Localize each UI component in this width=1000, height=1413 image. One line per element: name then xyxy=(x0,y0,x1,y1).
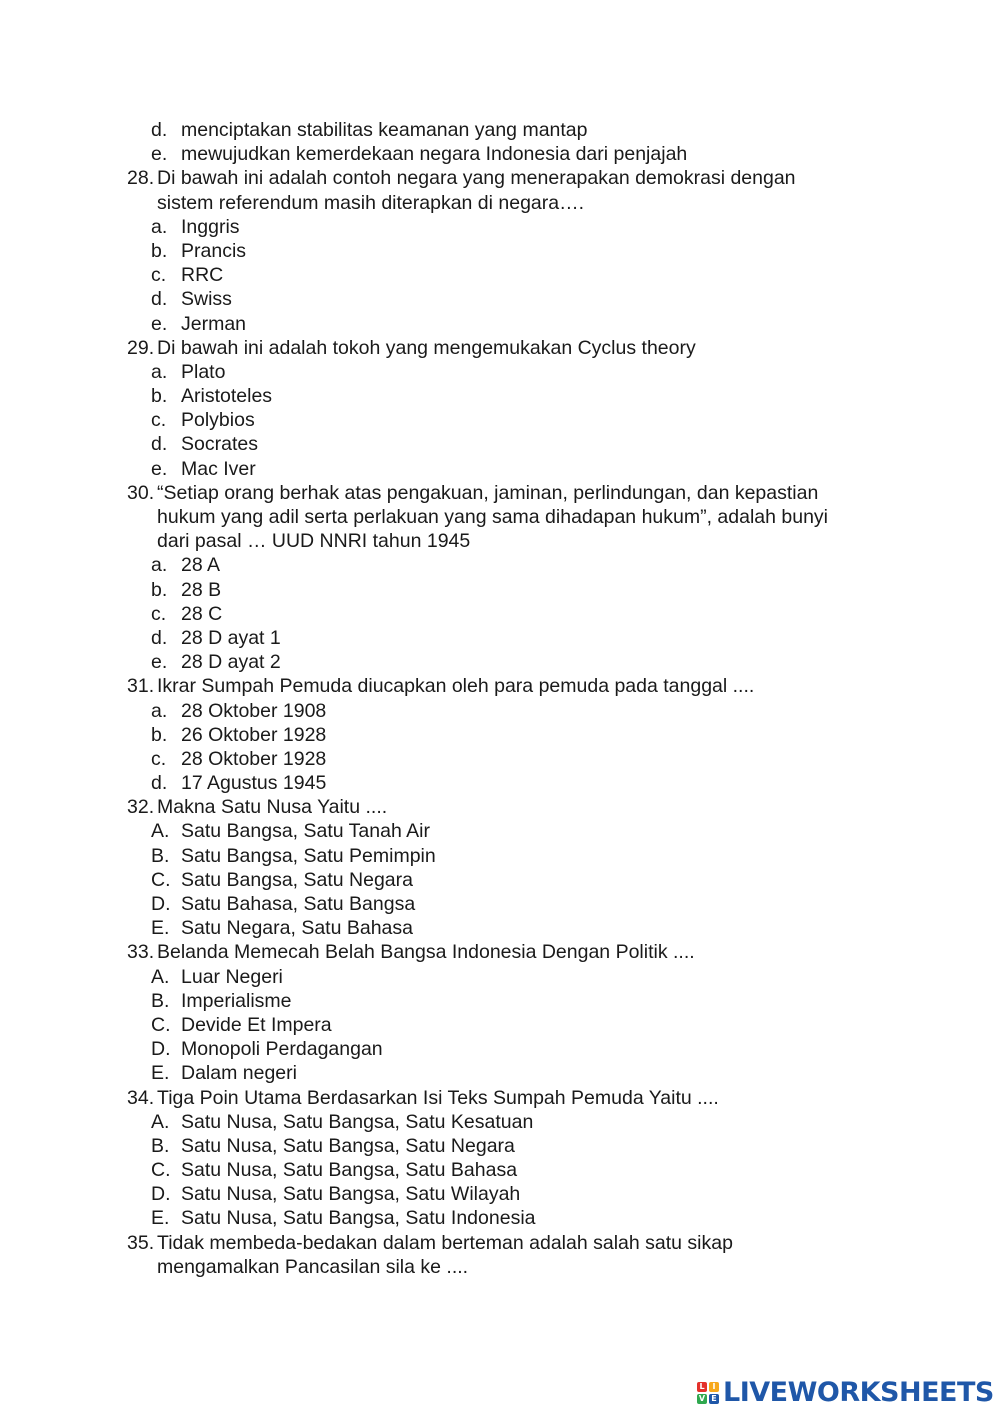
option-letter: b. xyxy=(151,385,168,408)
answer-option xyxy=(0,916,1000,940)
question-text: sistem referendum masih diterapkan di negara…. xyxy=(157,191,585,214)
question-text: Tidak membeda-bedakan dalam berteman adalah salah satu sikap xyxy=(157,1231,733,1254)
option-text: Satu Nusa, Satu Bangsa, Satu Indonesia xyxy=(181,1207,536,1230)
option-text: Luar Negeri xyxy=(181,965,283,988)
answer-option xyxy=(0,1061,1000,1085)
answer-option xyxy=(0,626,1000,650)
question-line xyxy=(0,795,1000,819)
answer-option xyxy=(0,457,1000,481)
option-letter: A. xyxy=(151,1110,170,1133)
option-letter: C. xyxy=(151,1013,171,1036)
option-letter: b. xyxy=(151,578,168,601)
option-text: Satu Bahasa, Satu Bangsa xyxy=(181,893,416,915)
answer-option xyxy=(0,408,1000,432)
option-text: Satu Nusa, Satu Bangsa, Satu Wilayah xyxy=(181,1183,521,1206)
option-text: Satu Nusa, Satu Bangsa, Satu Negara xyxy=(181,1134,515,1157)
option-text: Dalam negeri xyxy=(181,1062,297,1085)
answer-option xyxy=(0,1206,1000,1230)
option-letter: d. xyxy=(151,288,168,311)
question-number: 35. xyxy=(127,1231,155,1254)
option-letter: a. xyxy=(151,699,168,722)
question-line xyxy=(0,1231,1000,1255)
option-letter: d. xyxy=(151,119,168,141)
option-text: Plato xyxy=(181,360,226,383)
option-letter: c. xyxy=(151,602,167,625)
question-number: 31. xyxy=(127,675,155,698)
answer-option xyxy=(0,747,1000,771)
question-continuation xyxy=(0,529,1000,553)
question-number: 28. xyxy=(127,167,155,190)
worksheet-page xyxy=(0,118,1000,1279)
answer-option xyxy=(0,844,1000,868)
answer-option xyxy=(0,1134,1000,1158)
answer-option xyxy=(0,699,1000,723)
option-letter: C. xyxy=(151,1159,171,1182)
answer-option xyxy=(0,1037,1000,1061)
question-text: Di bawah ini adalah contoh negara yang menerapakan demokrasi dengan xyxy=(157,167,796,190)
answer-option xyxy=(0,819,1000,843)
logo-badge-tile: V xyxy=(698,1394,706,1403)
option-letter: a. xyxy=(151,215,168,238)
option-letter: D. xyxy=(151,1183,171,1206)
option-text: 28 B xyxy=(181,578,222,601)
question-line xyxy=(0,674,1000,698)
option-letter: c. xyxy=(151,409,167,432)
option-letter: e. xyxy=(151,143,168,166)
answer-option xyxy=(0,650,1000,674)
question-number: 29. xyxy=(127,336,155,359)
question-number: 30. xyxy=(127,481,155,504)
option-text: mewujudkan kemerdekaan negara Indonesia dari penjajah xyxy=(181,143,688,166)
question-line xyxy=(0,940,1000,964)
answer-option xyxy=(0,578,1000,602)
option-text: Satu Bangsa, Satu Pemimpin xyxy=(181,844,436,867)
option-text: 28 D ayat 2 xyxy=(181,651,281,674)
question-text: Di bawah ini adalah tokoh yang mengemukakan Cyclus theory xyxy=(157,336,696,359)
answer-option xyxy=(0,723,1000,747)
answer-option xyxy=(0,360,1000,384)
option-text: Monopoli Perdagangan xyxy=(181,1038,383,1061)
question-continuation xyxy=(0,1255,1000,1279)
question-continuation xyxy=(0,505,1000,529)
question-number: 34. xyxy=(127,1086,155,1109)
option-letter: d. xyxy=(151,626,168,649)
answer-option xyxy=(0,1158,1000,1182)
option-letter: b. xyxy=(151,239,168,262)
answer-option xyxy=(0,312,1000,336)
logo-badge-tile: I xyxy=(709,1382,719,1392)
option-text: Swiss xyxy=(181,288,232,311)
option-text: Prancis xyxy=(181,239,247,262)
option-text: Socrates xyxy=(181,433,258,456)
question-number: 32. xyxy=(127,796,155,819)
option-letter: D. xyxy=(151,893,171,915)
option-text: 17 Agustus 1945 xyxy=(181,772,327,795)
answer-option xyxy=(0,965,1000,989)
option-letter: E. xyxy=(151,917,170,940)
option-text: Jerman xyxy=(181,312,247,335)
answer-option xyxy=(0,239,1000,263)
question-line xyxy=(0,166,1000,190)
answer-option xyxy=(0,263,1000,287)
answer-option xyxy=(0,1110,1000,1134)
option-text: 28 Oktober 1928 xyxy=(181,747,327,770)
answer-option xyxy=(0,142,1000,166)
option-text: 28 A xyxy=(181,554,221,577)
answer-option xyxy=(0,432,1000,456)
logo-badge-tile: E xyxy=(709,1394,719,1404)
question-text: Ikrar Sumpah Pemuda diucapkan oleh para pemuda pada tanggal .... xyxy=(157,675,755,698)
question-line xyxy=(0,1086,1000,1110)
option-text: 26 Oktober 1928 xyxy=(181,723,327,746)
question-continuation xyxy=(0,191,1000,215)
answer-option xyxy=(0,892,1000,916)
answer-option xyxy=(0,553,1000,577)
option-text: RRC xyxy=(181,264,224,287)
option-letter: B. xyxy=(151,844,170,867)
question-number: 33. xyxy=(127,941,155,964)
option-text: Polybios xyxy=(181,409,255,432)
option-letter: B. xyxy=(151,1134,170,1157)
answer-option xyxy=(0,118,1000,142)
question-text: Belanda Memecah Belah Bangsa Indonesia Dengan Politik .... xyxy=(157,941,695,964)
answer-option xyxy=(0,989,1000,1013)
question-line xyxy=(0,336,1000,360)
option-letter: d. xyxy=(151,433,168,456)
option-letter: c. xyxy=(151,264,167,287)
option-text: Inggris xyxy=(181,215,240,238)
option-text: 28 Oktober 1908 xyxy=(181,699,327,722)
option-letter: E. xyxy=(151,1207,170,1230)
question-text: dari pasal … UUD NNRI tahun 1945 xyxy=(157,530,471,553)
option-text: Aristoteles xyxy=(181,385,273,408)
option-text: Mac Iver xyxy=(181,457,256,480)
option-text: 28 D ayat 1 xyxy=(181,626,281,649)
answer-option xyxy=(0,287,1000,311)
option-letter: D. xyxy=(151,1038,171,1061)
question-text: Makna Satu Nusa Yaitu .... xyxy=(157,796,388,819)
option-letter: b. xyxy=(151,723,168,746)
option-letter: a. xyxy=(151,554,168,577)
option-letter: B. xyxy=(151,989,170,1012)
question-text: Tiga Poin Utama Berdasarkan Isi Teks Sumpah Pemuda Yaitu .... xyxy=(157,1086,719,1109)
option-letter: e. xyxy=(151,651,168,674)
option-text: Devide Et Impera xyxy=(181,1013,332,1036)
option-letter: c. xyxy=(151,747,167,770)
question-line xyxy=(0,481,1000,505)
option-letter: C. xyxy=(151,868,171,891)
option-letter: e. xyxy=(151,312,168,335)
option-letter: E. xyxy=(151,1062,170,1085)
answer-option xyxy=(0,602,1000,626)
question-text: mengamalkan Pancasilan sila ke .... xyxy=(157,1255,469,1278)
answer-option xyxy=(0,1013,1000,1037)
option-letter: a. xyxy=(151,360,168,383)
option-text: Satu Bangsa, Satu Tanah Air xyxy=(181,820,430,843)
question-text: “Setiap orang berhak atas pengakuan, jaminan, perlindungan, dan kepastian xyxy=(157,481,819,504)
logo-wordmark: LIVEWORKSHEETS xyxy=(723,1377,994,1408)
option-text: 28 C xyxy=(181,602,223,625)
option-text: Satu Bangsa, Satu Negara xyxy=(181,868,413,891)
answer-option xyxy=(0,1182,1000,1206)
option-text: Satu Negara, Satu Bahasa xyxy=(181,917,413,940)
logo-badge-tile: L xyxy=(697,1382,707,1392)
option-text: Satu Nusa, Satu Bangsa, Satu Bahasa xyxy=(181,1159,518,1182)
answer-option xyxy=(0,771,1000,795)
answer-option xyxy=(0,384,1000,408)
question-text: hukum yang adil serta perlakuan yang sama dihadapan hukum”, adalah bunyi xyxy=(157,506,829,528)
option-text: Satu Nusa, Satu Bangsa, Satu Kesatuan xyxy=(181,1110,534,1133)
option-letter: A. xyxy=(151,820,170,843)
logo-badge xyxy=(697,1382,719,1404)
option-letter: A. xyxy=(151,965,170,988)
option-letter: d. xyxy=(151,772,168,795)
answer-option xyxy=(0,215,1000,239)
liveworksheets-logo xyxy=(697,1378,994,1408)
answer-option xyxy=(0,868,1000,892)
option-text: Imperialisme xyxy=(181,989,292,1012)
option-text: menciptakan stabilitas keamanan yang mantap xyxy=(181,119,588,141)
option-letter: e. xyxy=(151,457,168,480)
